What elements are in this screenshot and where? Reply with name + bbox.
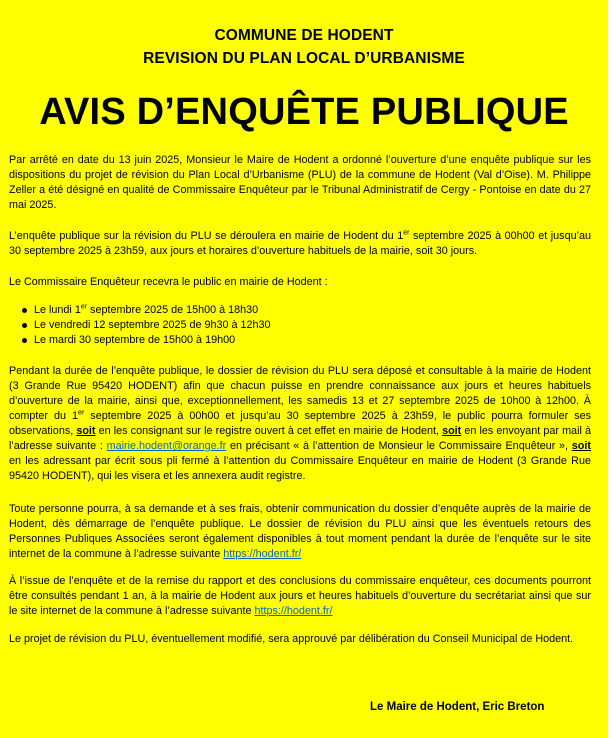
list-item xyxy=(20,303,580,318)
plu-revision-heading: REVISION DU PLAN LOCAL D’URBANISME xyxy=(143,50,465,67)
ordinal-superscript: er xyxy=(80,303,88,311)
commune-heading: COMMUNE DE HODENT xyxy=(214,27,394,44)
text-segment: septembre 2025 à 00h00 et jusqu’au 30 septembre 2025 à 23h59, aux jours et horaires d’ouverture habituels de la mairie, soit 30 jours. xyxy=(9,230,591,257)
text-segment: L’enquête publique sur la révision du PLU se déroulera en mairie de Hodent du 1 xyxy=(9,230,404,242)
ordinal-superscript: er xyxy=(78,409,85,417)
paragraph-consultation xyxy=(9,364,591,484)
paragraph-after-enquiry xyxy=(9,574,591,619)
list-item-text: Le vendredi 12 septembre 2025 de 9h30 à 12h30 xyxy=(34,319,271,331)
list-item xyxy=(20,333,580,348)
text-segment: en précisant « à l’attention de Monsieur le Commissaire Enquêteur », xyxy=(226,440,572,452)
list-item-text: Le lundi 1 xyxy=(34,304,81,316)
website-link[interactable]: https://hodent.fr/ xyxy=(254,605,333,617)
emphasis-soit: soit xyxy=(442,425,462,437)
list-item-text: Le mardi 30 septembre de 15h00 à 19h00 xyxy=(34,334,236,346)
paragraph-reception: Le Commissaire Enquêteur recevra le public en mairie de Hodent : xyxy=(9,276,328,288)
text-segment: en les envoyant par mail à l’adresse suivante : xyxy=(9,425,591,452)
mayor-signature: Le Maire de Hodent, Eric Breton xyxy=(370,701,545,713)
text-segment: Toute personne pourra, à sa demande et à ses frais, obtenir communication du dossier d’enquête auprès de la mairie de Hodent, dès démarrage de l’enquête publique. Le dossier de révision du PLU ainsi que les éventuels retours des Personnes Publiques Associées seront également disponibles à tout moment pendant la durée de l’enquête sur le site internet de la commune à l’adresse suivante xyxy=(9,503,591,560)
list-item-text: septembre 2025 de 15h00 à 18h30 xyxy=(87,304,259,316)
email-link[interactable]: mairie.hodent@orange.fr xyxy=(106,440,227,452)
emphasis-soit: soit xyxy=(76,425,96,437)
ordinal-superscript: er xyxy=(403,229,410,237)
paragraph-approval: Le projet de révision du PLU, éventuellement modifié, sera approuvé par délibération du Conseil Municipal de Hodent. xyxy=(9,633,574,645)
list-item xyxy=(20,318,580,333)
text-segment: À l’issue de l’enquête et de la remise du rapport et des conclusions du commissaire enquêteur, ces documents pourront être consultés pendant 1 an, à la mairie de Hodent aux jours et heures habituels d’ouverture du secrétariat ainsi que sur le site internet de la commune à l’adresse suivante xyxy=(9,575,591,617)
paragraph-dates xyxy=(9,229,591,259)
text-segment: en les consignant sur le registre ouvert à cet effet en mairie de Hodent, xyxy=(95,425,443,437)
website-link[interactable]: https://hodent.fr/ xyxy=(223,548,302,560)
notice-title: AVIS D’ENQUÊTE PUBLIQUE xyxy=(39,91,569,133)
paragraph-decree: Par arrêté en date du 13 juin 2025, Monsieur le Maire de Hodent a ordonné l’ouverture d’une enquête publique sur les dispositions du projet de révision du Plan Local d’Urbanisme (PLU) de la commune de Hodent (Val d’Oise). M. Philippe Zeller a été désigné en qualité de Commissaire Enquêteur par le Tribunal Administratif de Cergy - Pontoise en date du 27 mai 2025. xyxy=(9,154,591,211)
permanence-list xyxy=(20,303,580,348)
emphasis-soit: soit xyxy=(571,440,591,452)
text-segment: Pendant la durée de l’enquête publique, le dossier de révision du PLU sera déposé et consultable à la mairie de Hodent (3 Grande Rue 95420 HODENT) afin que chacun puisse en prendre connaissance aux jours et heures habituels d’ouverture de la mairie, ainsi que, exceptionnellement, les samedis 13 et 27 septembre 2025 de 10h00 à 12h00. À compter du 1 xyxy=(9,365,591,422)
paragraph-communication xyxy=(9,502,591,562)
text-segment: septembre 2025 à 00h00 et jusqu’au 30 septembre 2025 à 23h59, le public pourra formuler ses observations, xyxy=(9,410,592,437)
text-segment: en les adressant par écrit sous pli fermé à l’attention du Commissaire Enquêteur en mairie de Hodent (3 Grande Rue 95420 HODENT), qui les visera et les annexera audit registre. xyxy=(9,455,591,482)
